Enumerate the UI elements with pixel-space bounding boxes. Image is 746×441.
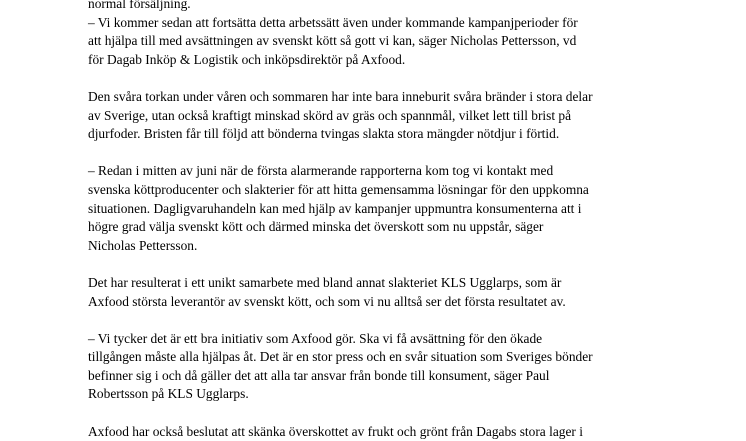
- text-line: Axfood största leverantör av svenskt kött, och som vi nu alltså ser det första resultatet av.: [88, 293, 566, 309]
- text-line: Den svåra torkan under våren och sommaren har inte bara inneburit svåra bränder i stora delar: [88, 88, 593, 104]
- text-line: att hjälpa till med avsättningen av svenskt kött så gott vi kan, säger Nicholas Pettersson, vd: [88, 33, 577, 49]
- text-line: för Dagab Inköp & Logistik och inköpsdirektör på Axfood.: [88, 51, 406, 67]
- text-line: – Vi kommer sedan att fortsätta detta arbetssätt även under kommande kampanjperioder för: [88, 14, 578, 30]
- paragraph-6: [88, 423, 708, 441]
- text-line: svenska köttproducenter och slakterier för att hitta gemensamma lösningar för den uppkomna: [88, 181, 589, 197]
- text-line: normal försäljning.: [88, 0, 191, 11]
- text-line: befinner sig i och då gäller det att alla tar ansvar från bonde till konsument, säger Paul: [88, 367, 550, 383]
- text-line: Det har resulterat i ett unikt samarbete med bland annat slakteriet KLS Ugglarps, som är: [88, 274, 562, 290]
- paragraph-5: [88, 330, 708, 404]
- paragraph-3: [88, 162, 708, 255]
- text-line: tillgången måste alla hjälpas åt. Det är en stor press och en svår situation som Sveriges bönder: [88, 349, 593, 365]
- text-line: situationen. Dagligvaruhandeln kan med hjälp av kampanjer uppmuntra konsumenterna att i: [88, 200, 582, 216]
- text-line: av Sverige, utan också kraftigt minskad skörd av gräs och spannmål, vilket lett till brist på: [88, 107, 572, 123]
- paragraph-1: [88, 0, 708, 69]
- document-body: [88, 0, 708, 441]
- text-line: Nicholas Pettersson.: [88, 237, 198, 253]
- paragraph-2: [88, 88, 708, 144]
- text-line: – Redan i mitten av juni när de första alarmerande rapporterna kom tog vi kontakt med: [88, 163, 554, 179]
- text-line: – Vi tycker det är ett bra initiativ som Axfood gör. Ska vi få avsättning för den ökade: [88, 330, 543, 346]
- text-line: högre grad välja svenskt kött och därmed minska det överskott som nu uppstår, säger: [88, 219, 544, 235]
- text-line: Axfood har också beslutat att skänka överskottet av frukt och grönt från Dagabs stora lager i: [88, 423, 583, 439]
- paragraph-4: [88, 274, 708, 311]
- text-line: djurfoder. Bristen får till följd att bönderna tvingas slakta stora mängder nötdjur i förtid.: [88, 126, 560, 142]
- text-line: Robertsson på KLS Ugglarps.: [88, 386, 249, 402]
